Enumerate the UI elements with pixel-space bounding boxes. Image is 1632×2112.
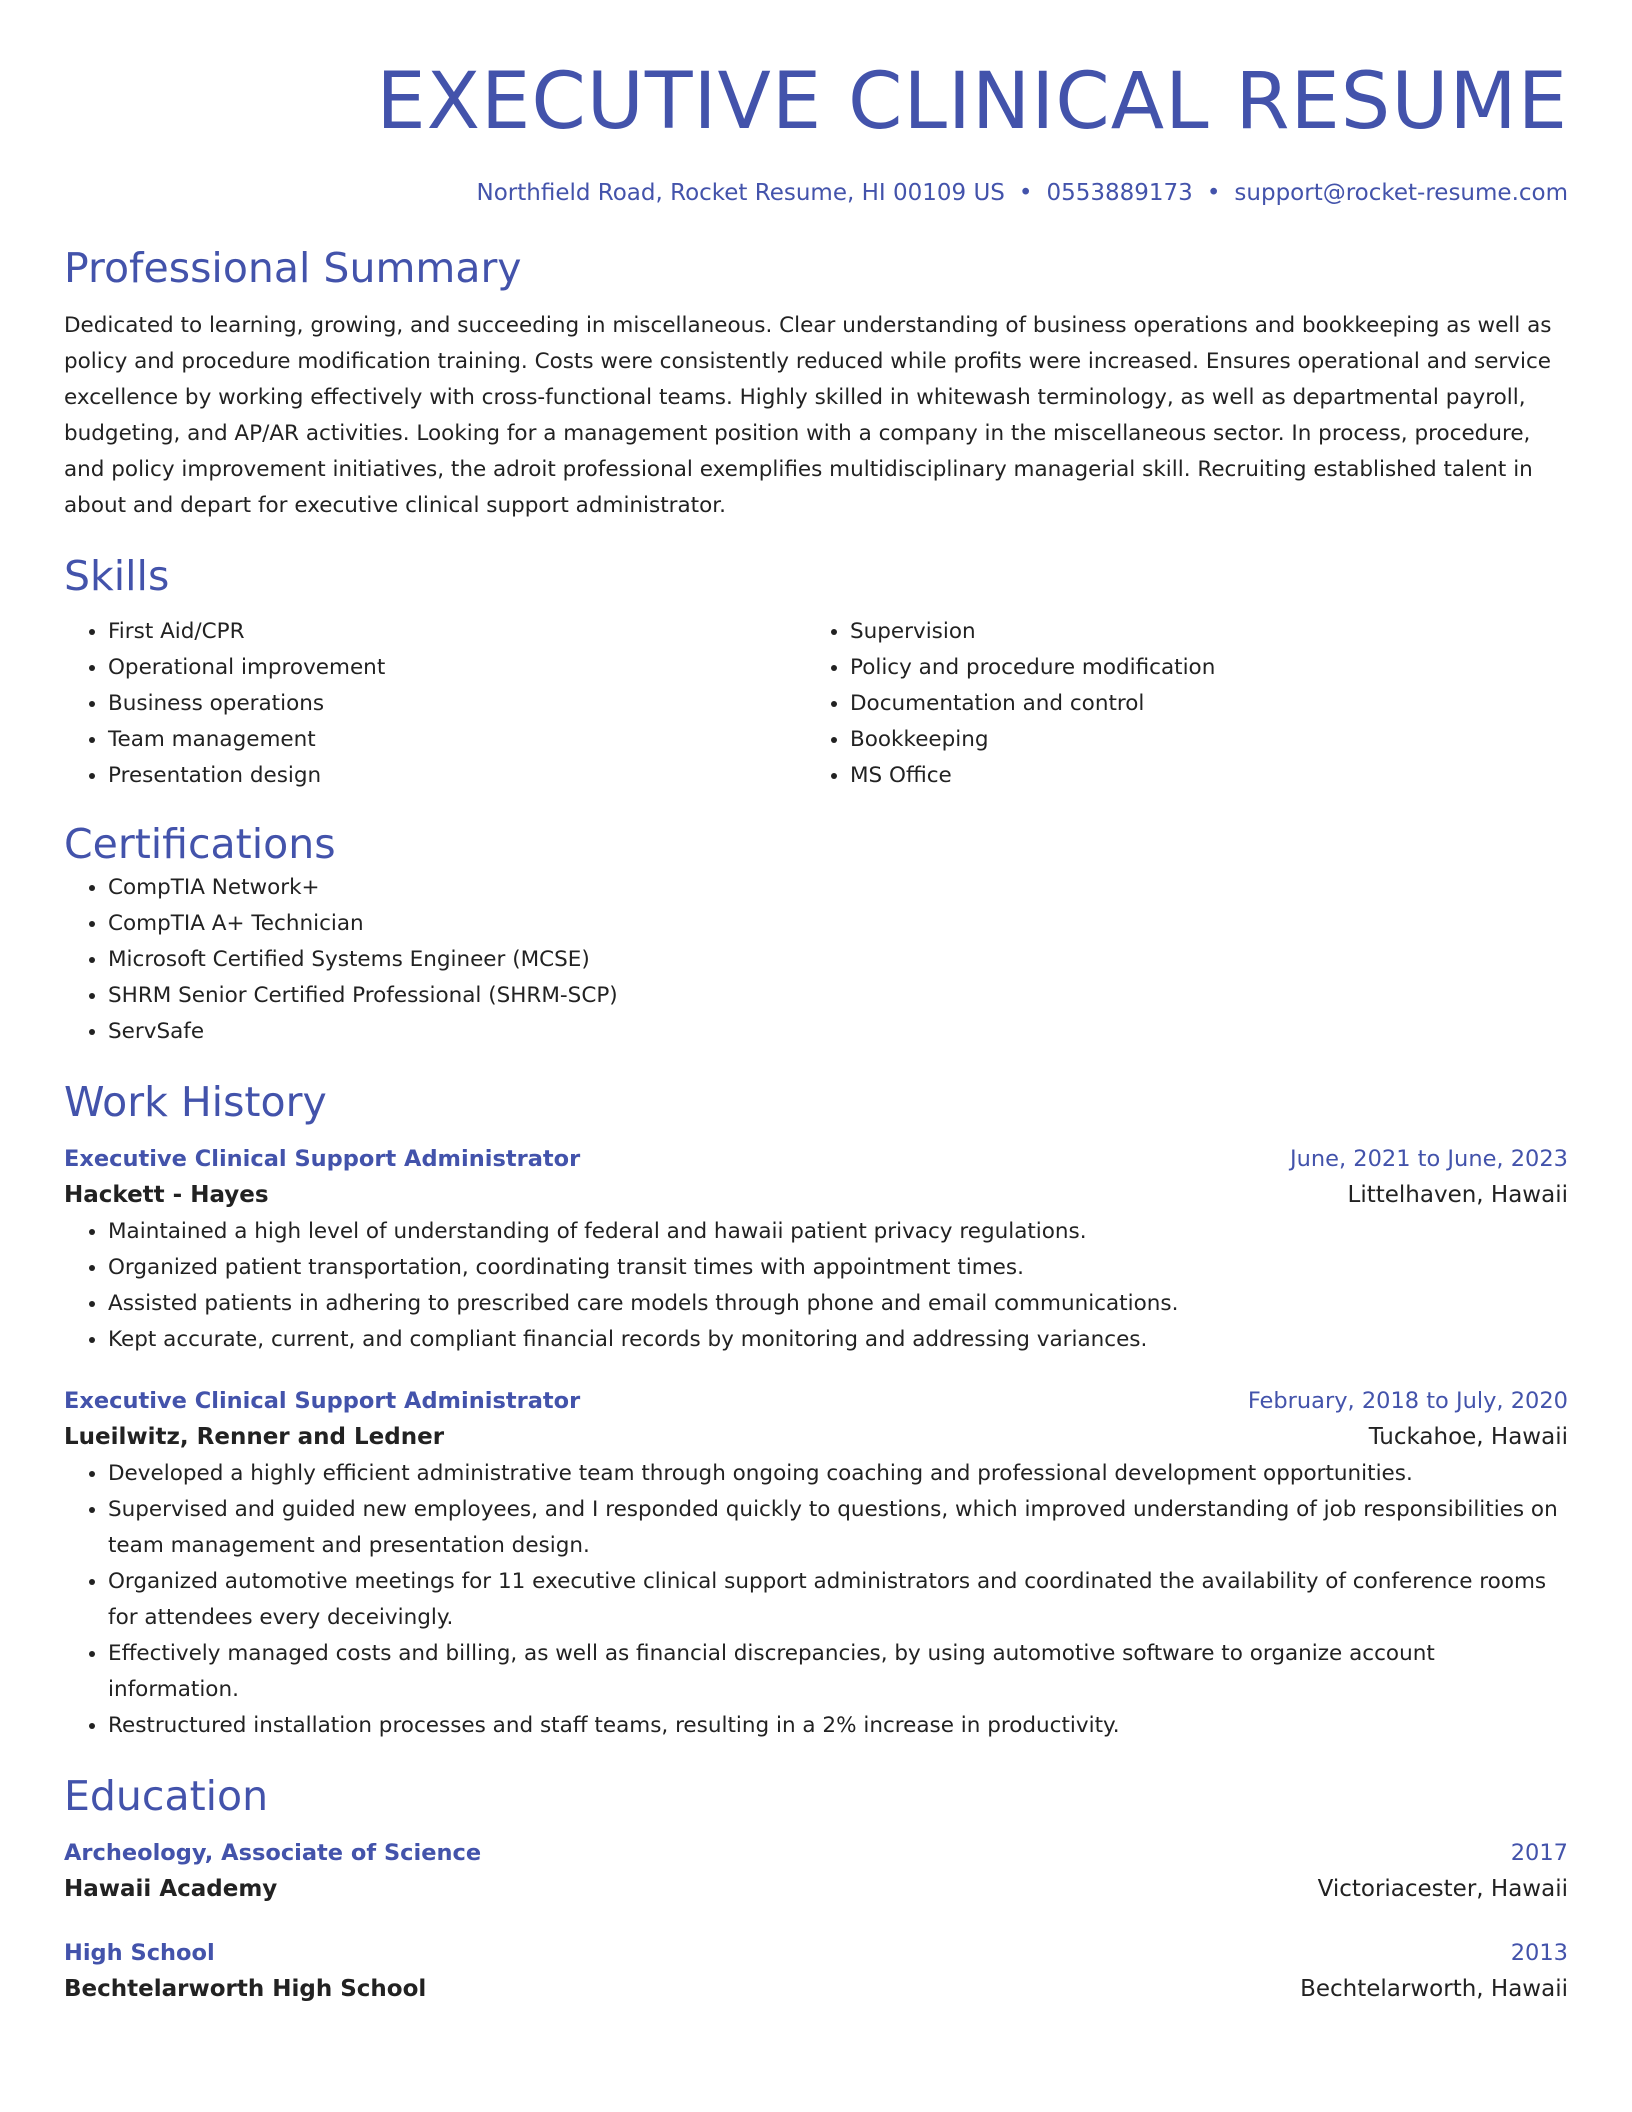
list-item: • Operational improvement [108, 650, 806, 686]
work-history-heading: Work History [64, 1078, 327, 1126]
separator-dot: • [1018, 180, 1033, 206]
skills-column-right [806, 614, 1548, 794]
education-school-row [64, 1970, 1568, 2008]
list-item: • Documentation and control [850, 686, 1548, 722]
education-school: Bechtelarworth High School [64, 1976, 427, 2002]
job-title-row [64, 1142, 1568, 1176]
list-item: • Assisted patients in adhering to prescribed care models through phone and email communications. [108, 1286, 1568, 1322]
list-item: • ServSafe [108, 1014, 1568, 1050]
list-item: • Restructured installation processes and staff teams, resulting in a 2% increase in productivity. [108, 1708, 1568, 1744]
certifications-list [64, 870, 1568, 1050]
list-item: • CompTIA A+ Technician [108, 906, 1568, 942]
list-item: • Organized automotive meetings for 11 executive clinical support administrators and coordinated the availability of conference rooms for attendees every deceivingly. [108, 1564, 1568, 1636]
education-degree-row [64, 1836, 1568, 1870]
skills-list-right [806, 614, 1548, 794]
job-bullets [64, 1456, 1568, 1744]
list-item: • Bookkeeping [850, 722, 1548, 758]
education-school: Hawaii Academy [64, 1876, 278, 1902]
job-entry [64, 1384, 1568, 1744]
work-history-section [64, 1076, 1568, 1744]
education-school-row [64, 1870, 1568, 1908]
job-entry [64, 1142, 1568, 1358]
job-role: Executive Clinical Support Administrator [64, 1146, 581, 1172]
list-item: • Supervision [850, 614, 1548, 650]
job-role: Executive Clinical Support Administrator [64, 1388, 581, 1414]
contact-email[interactable]: support@rocket-resume.com [1234, 180, 1568, 206]
education-year: 2013 [1510, 1940, 1568, 1966]
list-item: • CompTIA Network+ [108, 870, 1568, 906]
skills-columns [64, 614, 1568, 794]
contact-line [64, 178, 1568, 208]
skills-column-left [64, 614, 806, 794]
list-item: • Team management [108, 722, 806, 758]
list-item: • Business operations [108, 686, 806, 722]
education-entry [64, 1936, 1568, 2008]
list-item: • Maintained a high level of understanding of federal and hawaii patient privacy regulations. [108, 1214, 1568, 1250]
skills-list-left [64, 614, 806, 794]
education-degree-row [64, 1936, 1568, 1970]
summary-heading: Professional Summary [64, 244, 522, 292]
list-item: • Supervised and guided new employees, and I responded quickly to questions, which improved understanding of job responsibilities on team management and presentation design. [108, 1492, 1568, 1564]
job-company: Hackett - Hayes [64, 1182, 269, 1208]
education-degree: High School [64, 1940, 215, 1966]
skills-heading: Skills [64, 552, 170, 600]
list-item: • Presentation design [108, 758, 806, 794]
job-dates: June, 2021 to June, 2023 [1289, 1146, 1568, 1172]
skills-section [64, 550, 1568, 794]
job-title-row [64, 1384, 1568, 1418]
list-item: • Kept accurate, current, and compliant financial records by monitoring and addressing variances. [108, 1322, 1568, 1358]
education-year: 2017 [1510, 1840, 1568, 1866]
education-location: Bechtelarworth, Hawaii [1300, 1976, 1568, 2002]
job-company-row [64, 1176, 1568, 1214]
resume-title: EXECUTIVE CLINICAL RESUME [376, 57, 1568, 147]
certifications-section [64, 818, 1568, 1050]
separator-dot: • [1206, 180, 1221, 206]
list-item: • Effectively managed costs and billing, as well as financial discrepancies, by using automotive software to organize account information. [108, 1636, 1568, 1708]
education-degree: Archeology, Associate of Science [64, 1840, 482, 1866]
education-section [64, 1770, 1568, 2008]
education-location: Victoriacester, Hawaii [1317, 1876, 1568, 1902]
list-item: • SHRM Senior Certified Professional (SHRM-SCP) [108, 978, 1568, 1014]
job-company: Lueilwitz, Renner and Ledner [64, 1424, 445, 1450]
resume-header [64, 52, 1568, 208]
list-item: • Organized patient transportation, coordinating transit times with appointment times. [108, 1250, 1568, 1286]
job-location: Tuckahoe, Hawaii [1368, 1424, 1568, 1450]
list-item: • MS Office [850, 758, 1548, 794]
job-dates: February, 2018 to July, 2020 [1247, 1388, 1568, 1414]
summary-text: Dedicated to learning, growing, and succeeding in miscellaneous. Clear understanding of business operations and bookkeeping as well as policy and procedure modification training. Costs were consistently reduced while profits were increased. Ensures operational and service excellence by working effectively with cross-functional teams. Highly skilled in whitewash terminology, as well as departmental payroll, budgeting, and AP/AR activities. Looking for a management position with a company in the miscellaneous sector. In process, procedure, and policy improvement initiatives, the adroit professional exemplifies multidisciplinary managerial skill. Recruiting established talent in about and depart for executive clinical support administrator. [64, 313, 1552, 518]
education-entry [64, 1836, 1568, 1908]
summary-section [64, 242, 1568, 524]
certifications-heading: Certifications [64, 820, 336, 868]
job-bullets [64, 1214, 1568, 1358]
contact-phone[interactable]: 0553889173 [1046, 180, 1193, 206]
list-item: • Developed a highly efficient administrative team through ongoing coaching and professional development opportunities. [108, 1456, 1568, 1492]
education-heading: Education [64, 1772, 269, 1820]
job-company-row [64, 1418, 1568, 1456]
job-location: Littelhaven, Hawaii [1347, 1182, 1568, 1208]
list-item: • First Aid/CPR [108, 614, 806, 650]
contact-address: Northfield Road, Rocket Resume, HI 00109 US [476, 180, 1005, 206]
list-item: • Policy and procedure modification [850, 650, 1548, 686]
list-item: • Microsoft Certified Systems Engineer (MCSE) [108, 942, 1568, 978]
